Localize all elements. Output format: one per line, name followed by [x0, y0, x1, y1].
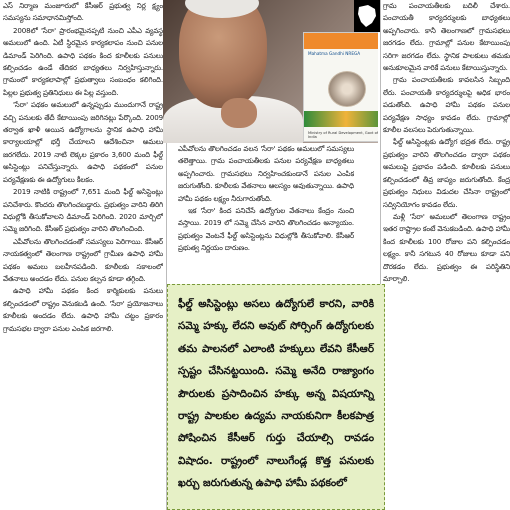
article-paragraph: గ్రామ పంచాయతీలకు బదిలీ చేశారు. పంచాయతీ కార్యదర్శులకు బాధ్యతలు అప్పగించారు. కానీ తెలంగాణలో గ్రామసభలు జరగడం లేదు. గ్రామాల్లో పనుల కేటాయింపు సరిగా జరగడం లేదు. స్థానిక పాలకులు తమకు అనుకూలమైన వారికే పనులు కేటాయిస్తున్నారు. [383, 1, 510, 73]
map-thumbnail [354, 0, 380, 32]
article-paragraph: ఎపీవోలను తొలగించడంతో సమస్యలు పెరిగాయి. కేసీఆర్ నాయకత్వంలో తెలంగాణ రాష్ట్రంలో గ్రామీణ ఉపాధి హామీ పథకం అమలు బలహీనపడింది. కూలీలకు సకాలంలో వేతనాలు అందడం లేదు. పనుల కల్పన కూడా తగ్గింది. [3, 236, 163, 283]
pull-quote: ఫీల్డ్ అసిస్టెంట్లు అసలు ఉద్యోగులే కారని, వారికి సమ్మె హక్కు లేదని అవుట్ సోర్సింగ్ ఉద్యోగులకు తమ పాలనలో ఎలాంటి హక్కులు లేవని కేసీఆర్ స్పష్టం చేసినట్టయింది. సమ్మె అనేది రాజ్యాంగం పౌరులకు ప్రసాదించిన హక్కు అన్న విషయాన్ని రాష్ట్ర పాలకుల ఉద్యమ నాయకునిగా కీలకపాత్ర పోషించిన కేసీఆర్ గుర్తు చేయాల్సి రావడం విషాదం. రాష్ట్రంలో నాలుగేండ్ల కొత్త పనులకు ఖర్చు జరుగుతున్న ఉపాధి హామీ పథకంలో [167, 284, 385, 510]
article-paragraph: 2019 నాటికి రాష్ట్రంలో 7,651 మంది ఫీల్డ్ అసిస్టెంట్లు పనిచేశారు. కొందరు తొలగించబడ్డారు. ప్రభుత్వం వారిని తిరిగి విధుల్లోకి తీసుకోవాలని డిమాండ్ పెరిగింది. 2020 మార్చిలో సమ్మె జరిగింది. కేసీఆర్ ప్రభుత్వం వారిని తొలగించింది. [3, 187, 163, 234]
article-paragraph: 'సేరా' పథకం అమలులో ఉన్నప్పుడు ముందుగానే రాష్ట్ర వచ్చి పనులకు తేదీ కేటాయింపు జరిగినట్లు పేర్కొంది. 2009 తర్వాత ఖాళీ అయిన ఉద్యోగాలను స్థానిక ఉపాధి హామీ కార్యాలయాల్లో భర్తీ చేయాలని ఆదేశించినా అమలు జరగలేదు. 2019 నాటి లెక్కల ప్రకారం 3,600 మంది ఫీల్డ్ అసిస్టెంట్లు పనిచేస్తున్నారు. ఉపాధి పథకంలో పనుల పర్యవేక్షణకు ఈ ఉద్యోగులు కీలకం. [3, 100, 163, 184]
article-column-middle [178, 143, 354, 279]
nrega-poster [303, 32, 378, 142]
article-paragraph: ఉపాధి హామీ పథకం కింద కార్మికులకు పనులు కల్పించడంలో రాష్ట్రం వెనుకబడి ఉంది. 'సేరా' ప్రయోజనాలు కూలీలకు అందడం లేదు. ఉపాధి హామీ చట్టం ప్రకారం గ్రామసభల ద్వారా పనుల ఎంపిక జరగాలి. [3, 286, 163, 333]
article-paragraph: గ్రామ పంచాయతీలకు కావలసిన సిబ్బంది లేరు. పంచాయతీ కార్యదర్శులపై అధిక భారం పడుతోంది. ఉపాధి హామీ పథకం పనుల పర్యవేక్షణ సాధ్యం కావడం లేదు. గ్రామాల్లో కూలీల వలసలు పెరుగుతున్నాయి. [383, 75, 510, 135]
person-hand [221, 98, 257, 128]
article-photo [163, 0, 378, 143]
article-column-left [3, 0, 163, 510]
poster-footer: Ministry of Rural Development, Govt of India [308, 131, 378, 139]
poster-title: Mahatma Gandhi NREGA [308, 51, 361, 56]
article-column-right [383, 0, 510, 510]
article-paragraph: 2008లో 'సేరా' ప్రారంభమైనప్పటి నుంచి ఎపీఎ వ్యవస్థ అమలులో ఉంది. ఏటీ స్థిరమైన కార్యకలాపం నుంచి పనుల డిమాండ్ పెరిగింది. ఉపాధి పథకం కింద కూలీలకు పనులు కల్పించడం ఉండే తేదికర బాధ్యతలు నిర్వహిస్తున్నారు. గ్రామంలో కార్యకలాపాల్లో ప్రభుత్వాలు సంబంధం కలిగింది. పిల్లల ప్రభుత్వ ప్రతినిధులు ఈ పిల్ల వస్తుంది. [3, 25, 163, 97]
article-paragraph: ఇక 'సేరా' కింద పనిచేసే ఉద్యోగుల వేతనాలు కేంద్రం నుంచి వస్తాయి. 2019 లో సమ్మె చేసిన వారిని తొలగించడం అన్యాయం. ప్రభుత్వం వెంటనే ఫీల్డ్ అసిస్టెంట్లను విధుల్లోకి తీసుకోవాలి. కేసీఆర్ ప్రభుత్వ నిర్ణయం దారుణం. [178, 206, 354, 253]
gandhi-portrait-icon [328, 71, 366, 107]
state-map-icon [356, 3, 378, 29]
article-paragraph: ఫీల్డ్ అసిస్టెంట్లకు ఉద్యోగ భద్రత లేదు. రాష్ట్ర ప్రభుత్వం వారిని తొలగించడం ద్వారా పథకం అమలుపై ప్రభావం పడింది. కూలీలకు పనులు కల్పించడంలో తీవ్ర జాప్యం జరుగుతోంది. కేంద్ర ప్రభుత్వం నిధులు విడుదల చేసినా రాష్ట్రంలో సద్వినియోగం కావడం లేదు. [383, 137, 510, 209]
article-paragraph: ఎస్ నిర్మాణ మంజూరులో కేసీఆర్ ప్రభుత్వ నిర్ల క్ష్యం సమస్యను సమాధానమిస్తోంది. [3, 1, 163, 23]
article-paragraph: మళ్లీ 'సేరా' అమలులో తెలంగాణ రాష్ట్రం ఇతర రాష్ట్రాల కంటే వెనుకబడింది. ఉపాధి హామీ కింద కూలీలకు 100 రోజుల పని కల్పించడం లక్ష్యం. కానీ సగటున 40 రోజులు కూడా పని దొరకడం లేదు. ప్రభుత్వం ఈ పరిస్థితిని మార్చాలి. [383, 211, 510, 283]
article-paragraph: ఎపీవోలను తొలగించడం వలన 'సేరా' పథకం అమలులో సమస్యలు తలెత్తాయి. గ్రామ పంచాయతీలకు పనుల పర్యవేక్షణ బాధ్యతలు అప్పగించారు. గ్రామసభలు నిర్వహించకుండానే పనుల ఎంపిక జరుగుతోంది. కూలీలకు వేతనాలు ఆలస్యం అవుతున్నాయి. ఉపాధి హామీ పథకం లక్ష్యం నీరుగారుతోంది. [178, 144, 354, 203]
